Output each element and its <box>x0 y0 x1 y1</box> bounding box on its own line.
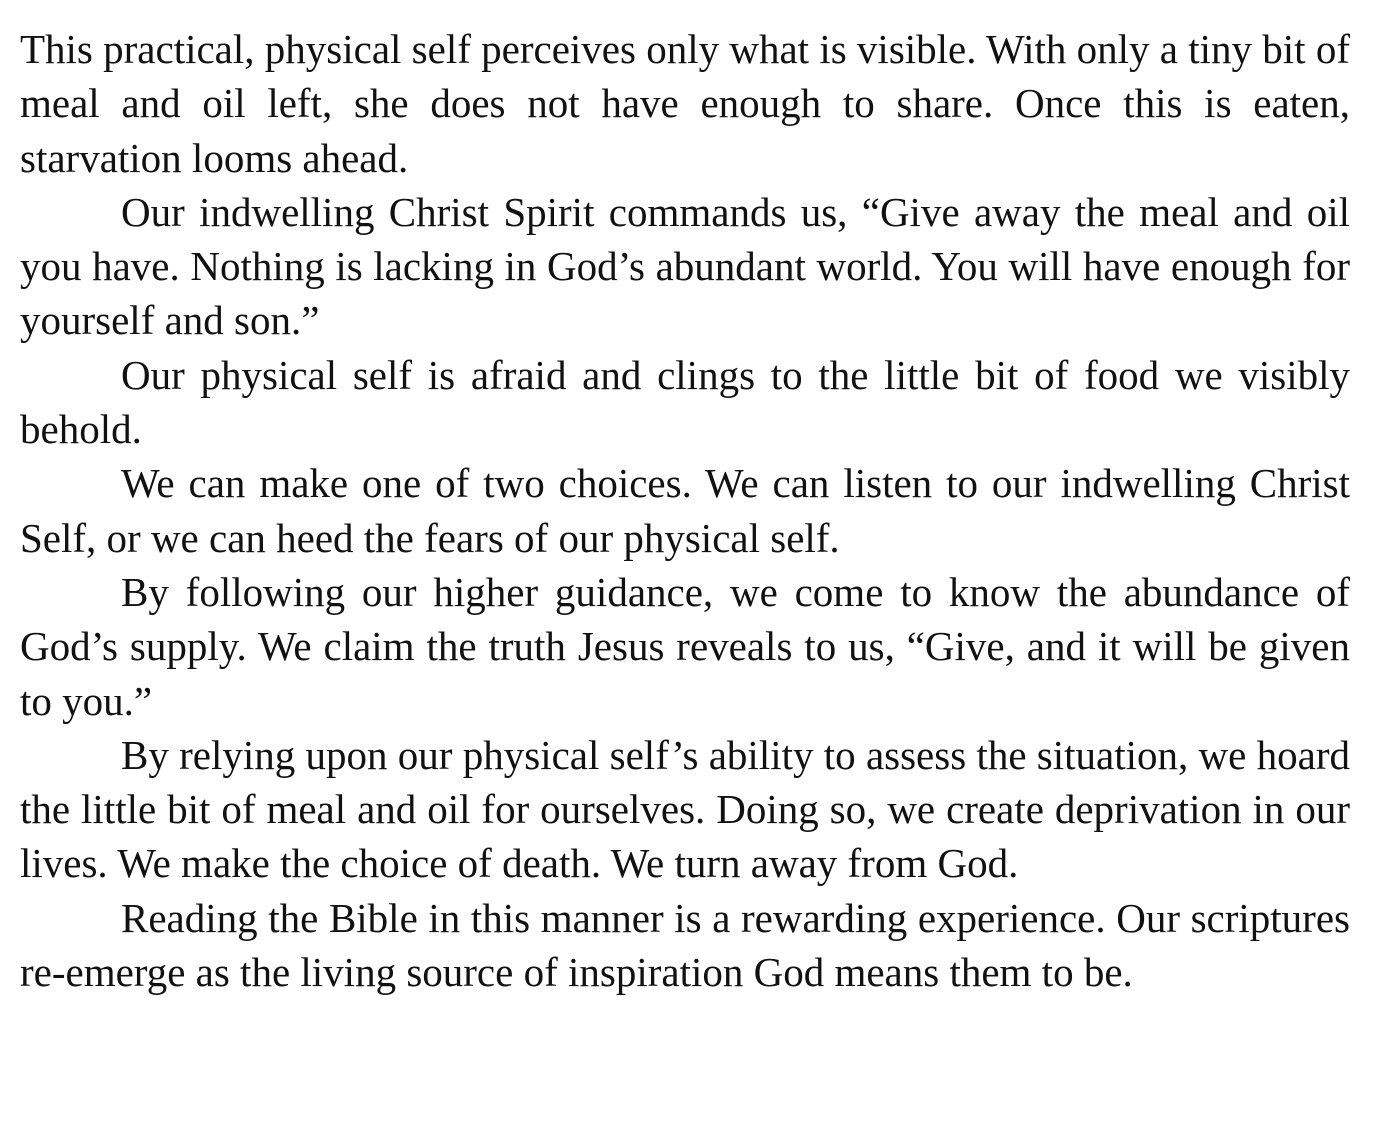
paragraph-christ-spirit-command: Our indwelling Christ Spirit commands us, “Give away the meal and oil you have. Nothing is lacking in God’s abundant world. You will have enough for yourself and son.” <box>20 188 1350 344</box>
paragraph-higher-guidance: By following our higher guidance, we come to know the abundance of God’s supply. We claim the truth Jesus reveals to us, “Give, and it will be given to you.” <box>20 568 1350 724</box>
paragraph-physical-self: This practical, physical self perceives only what is visible. With only a tiny bit of meal and oil left, she does not have enough to share. Once this is eaten, starvation looms ahead. <box>20 26 1350 181</box>
paragraph-reading-bible: Reading the Bible in this manner is a rewarding experience. Our scriptures re-emerge as the living source of inspiration God means them to be. <box>20 894 1350 996</box>
paragraph-physical-reliance: By relying upon our physical self’s ability to assess the situation, we hoard the little bit of meal and oil for ourselves. Doing so, we create deprivation in our lives. We make the choice of death. We turn away from God. <box>20 731 1350 887</box>
document-page <box>20 22 1350 999</box>
paragraph-two-choices: We can make one of two choices. We can listen to our indwelling Christ Self, or we can heed the fears of our physical self. <box>20 460 1350 561</box>
paragraph-afraid-clings: Our physical self is afraid and clings to the little bit of food we visibly behold. <box>20 351 1350 453</box>
